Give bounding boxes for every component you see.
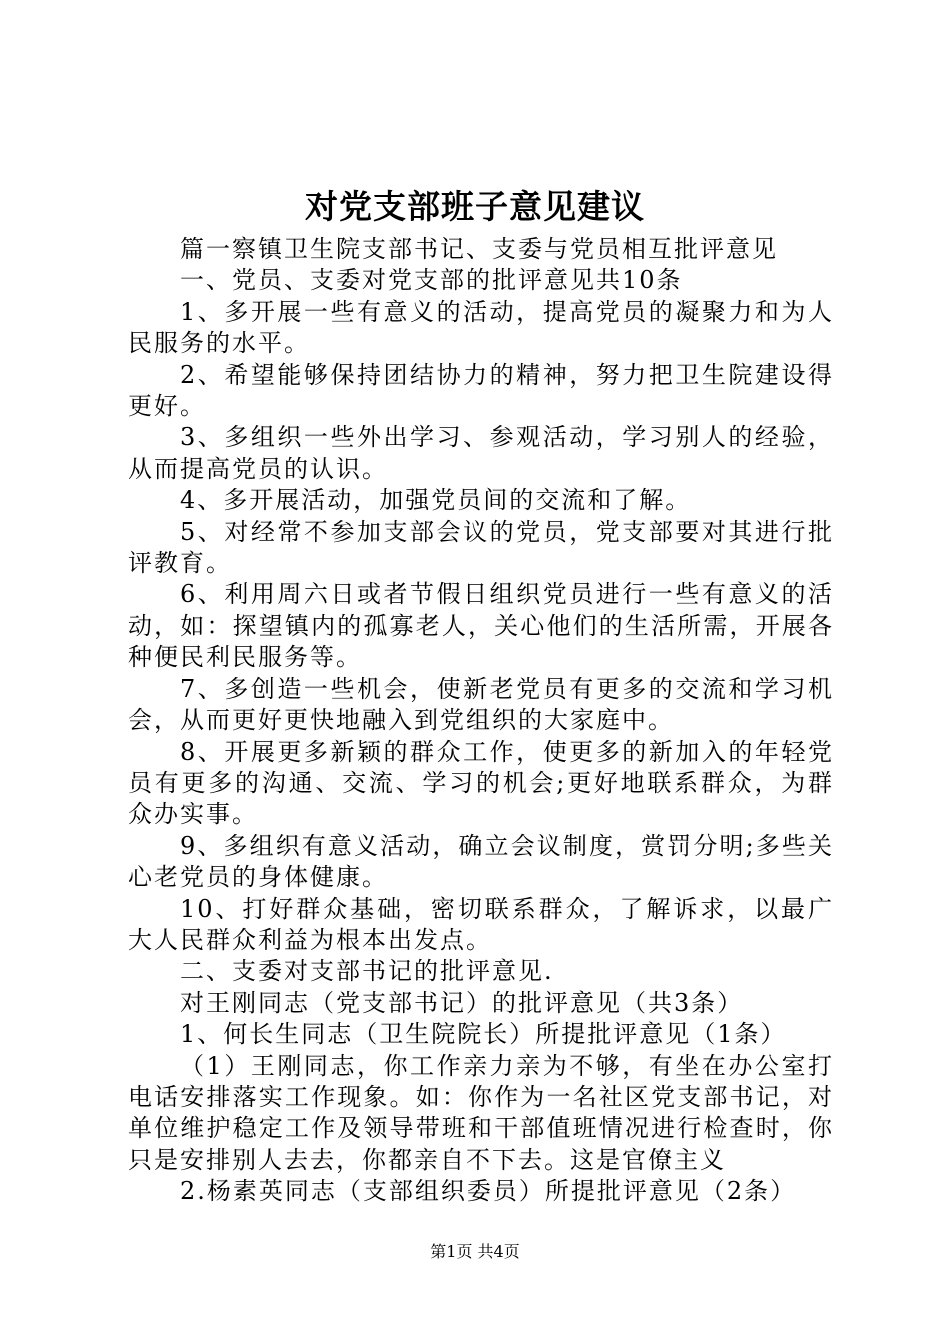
paragraph: 1、何长生同志（卫生院院长）所提批评意见（1条） xyxy=(180,1020,787,1049)
page-number-footer: 第1页 共4页 xyxy=(430,1242,520,1261)
paragraph: 一、党员、支委对党支部的批评意见共10条 xyxy=(180,266,683,295)
paragraph: 4、多开展活动，加强党员间的交流和了解。 xyxy=(180,486,692,515)
paragraph: 5、对经常不参加支部会议的党员，党支部要对其进行批评教育。 xyxy=(128,517,834,578)
paragraph: 6、利用周六日或者节假日组织党员进行一些有意义的活动，如：探望镇内的孤寡老人，关心他们的生活所需，开展各种便民利民服务等。 xyxy=(128,580,834,672)
paragraph: 9、多组织有意义活动，确立会议制度，赏罚分明;多些关心老党员的身体健康。 xyxy=(128,831,834,892)
paragraph: 8、开展更多新颖的群众工作，使更多的新加入的年轻党员有更多的沟通、交流、学习的机会;更好地联系群众，为群众办实事。 xyxy=(128,737,834,829)
paragraph: 1、多开展一些有意义的活动，提高党员的凝聚力和为人民服务的水平。 xyxy=(128,297,834,358)
paragraph: （1）王刚同志，你工作亲力亲为不够，有坐在办公室打电话安排落实工作现象。如：你作为一名社区党支部书记，对单位维护稳定工作及领导带班和干部值班情况进行检查时，你只是安排别人去去，你都亲自不下去。这是官僚主义 xyxy=(128,1051,834,1174)
paragraph: 2.杨素英同志（支部组织委员）所提批评意见（2条） xyxy=(180,1177,797,1206)
paragraph: 2、希望能够保持团结协力的精神，努力把卫生院建设得更好。 xyxy=(128,360,834,421)
paragraph: 对王刚同志（党支部书记）的批评意见（共3条） xyxy=(180,988,744,1017)
paragraph: 篇一察镇卫生院支部书记、支委与党员相互批评意见 xyxy=(180,235,778,263)
paragraph: 3、多组织一些外出学习、参观活动，学习别人的经验，从而提高党员的认识。 xyxy=(128,423,834,483)
document-title: 对党支部班子意见建议 xyxy=(305,187,645,226)
paragraph: 10、打好群众基础，密切联系群众，了解诉求，以最广大人民群众利益为根本出发点。 xyxy=(128,894,834,954)
paragraph: 7、多创造一些机会，使新老党员有更多的交流和学习机会，从而更好更快地融入到党组织的大家庭中。 xyxy=(128,674,834,735)
paragraph: 二、支委对支部书记的批评意见. xyxy=(180,957,554,986)
document-body xyxy=(128,234,834,1208)
